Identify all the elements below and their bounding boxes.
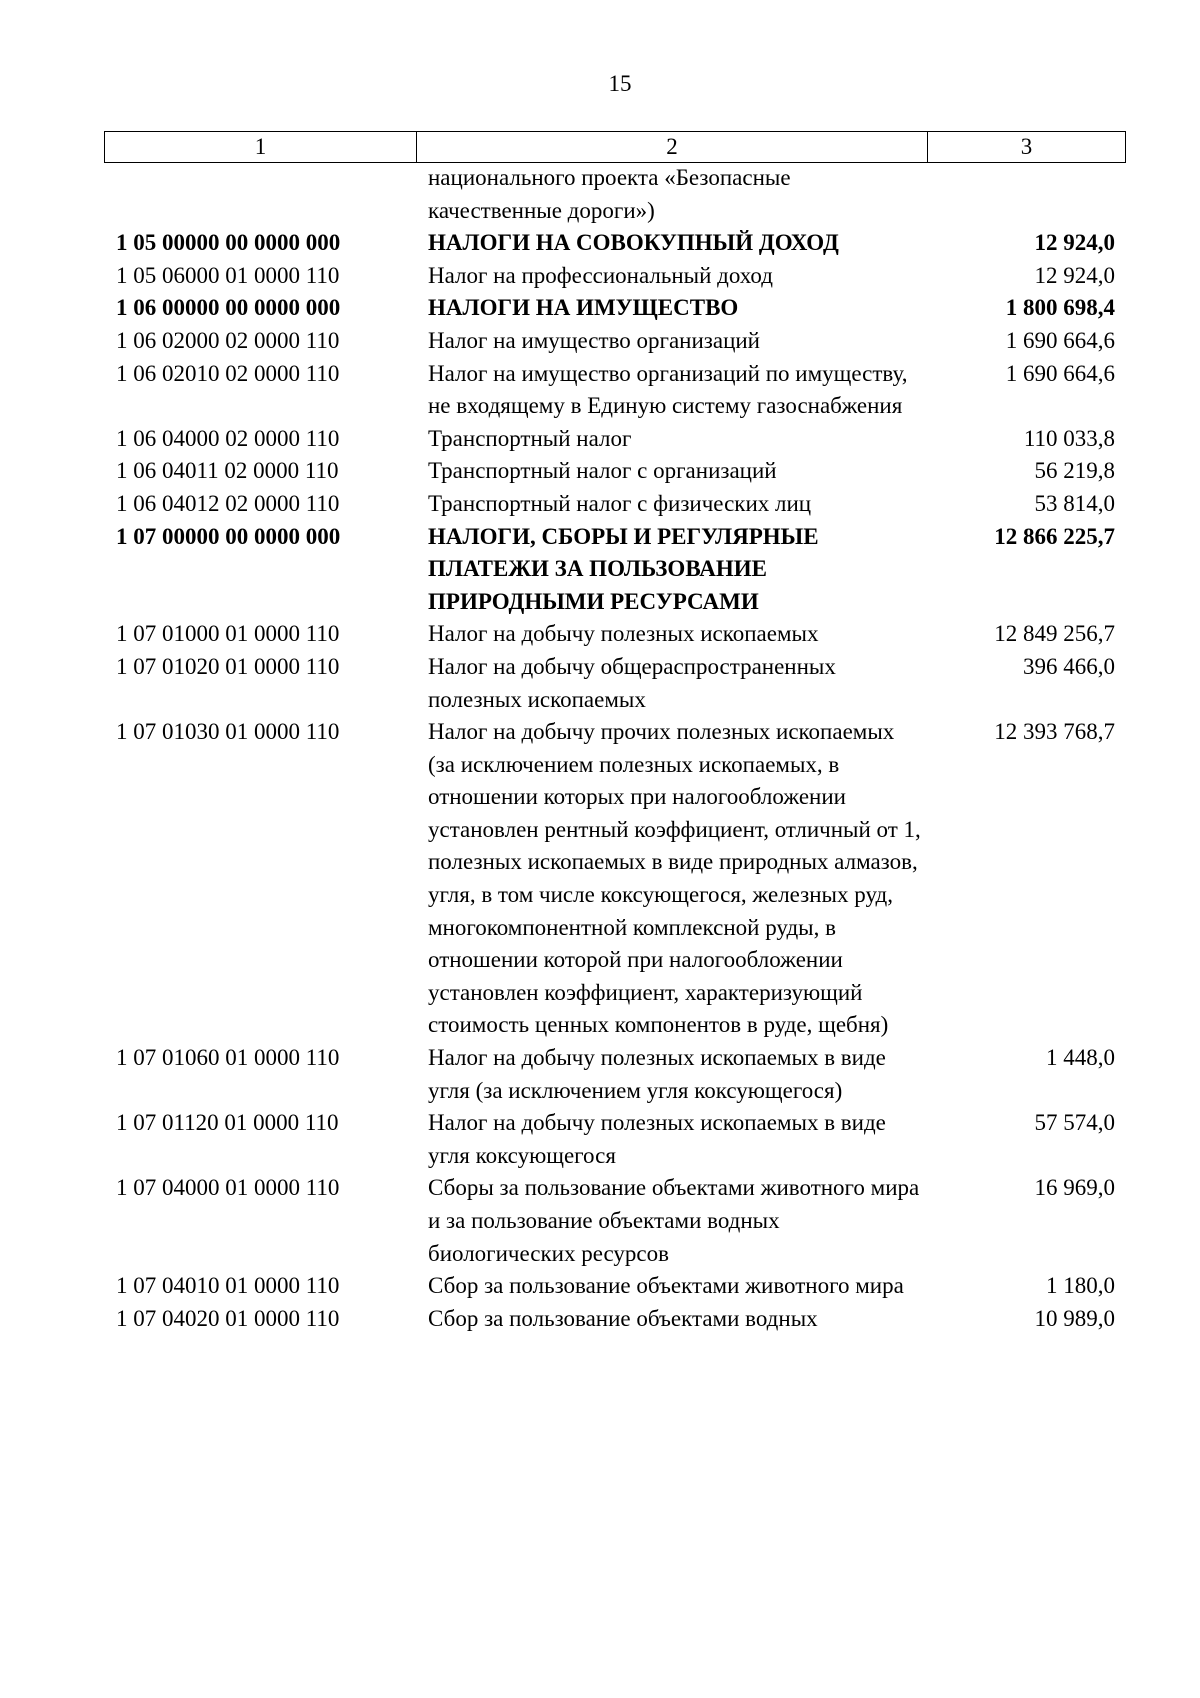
- amount-cell: 1 448,0: [1046, 1045, 1115, 1071]
- revenue-name-cell: НАЛОГИ НА ИМУЩЕСТВО: [428, 295, 739, 321]
- amount-cell: 1 690 664,6: [1005, 327, 1115, 353]
- budget-code-cell: 1 07 01030 01 0000 110: [116, 719, 340, 745]
- column-header-1: 1: [105, 132, 417, 163]
- revenue-table: [104, 162, 1125, 1335]
- table-row: [104, 162, 1125, 227]
- amount-cell: 396 466,0: [1023, 653, 1115, 679]
- page-number: 15: [608, 71, 632, 96]
- table-row: [104, 423, 1125, 456]
- budget-code-cell: 1 05 00000 00 0000 000: [116, 230, 341, 256]
- revenue-name-cell: Налог на добычу полезных ископаемых: [428, 621, 819, 647]
- table-row: [104, 260, 1125, 293]
- table-row: [104, 488, 1125, 521]
- budget-code-cell: 1 07 00000 00 0000 000: [116, 523, 341, 549]
- table-row: [104, 227, 1125, 260]
- column-header-3: 3: [928, 132, 1126, 163]
- table-row: [104, 1107, 1125, 1172]
- budget-code-cell: 1 06 04000 02 0000 110: [116, 425, 340, 451]
- budget-code-cell: 1 07 01120 01 0000 110: [116, 1110, 339, 1136]
- amount-cell: 57 574,0: [1034, 1110, 1115, 1136]
- table-row: [104, 1303, 1125, 1336]
- budget-code-cell: 1 07 04020 01 0000 110: [116, 1305, 340, 1331]
- revenue-name-cell: Налог на добычу общераспространенных полезных ископаемых: [428, 653, 836, 712]
- revenue-name-cell: Налог на профессиональный доход: [428, 262, 773, 288]
- amount-cell: 110 033,8: [1023, 425, 1115, 451]
- column-header-row: [105, 132, 1126, 163]
- budget-code-cell: 1 06 00000 00 0000 000: [116, 295, 341, 321]
- table-row: [104, 325, 1125, 358]
- table-row: [104, 618, 1125, 651]
- budget-code-cell: 1 06 02000 02 0000 110: [116, 327, 340, 353]
- amount-cell: 12 393 768,7: [994, 719, 1115, 745]
- table-row: [104, 1042, 1125, 1107]
- revenue-name-cell: национального проекта «Безопасные качественные дороги»): [428, 165, 791, 223]
- budget-code-cell: 1 05 06000 01 0000 110: [116, 262, 340, 288]
- column-header-table: [104, 131, 1126, 163]
- revenue-name-cell: Транспортный налог с организаций: [428, 458, 777, 484]
- amount-cell: 10 989,0: [1034, 1305, 1115, 1331]
- table-row: [104, 521, 1125, 619]
- amount-cell: 12 924,0: [1034, 230, 1115, 256]
- revenue-name-cell: НАЛОГИ, СБОРЫ И РЕГУЛЯРНЫЕ ПЛАТЕЖИ ЗА ПОЛЬЗОВАНИЕ ПРИРОДНЫМИ РЕСУРСАМИ: [428, 523, 819, 614]
- amount-cell: 12 849 256,7: [994, 621, 1115, 647]
- table-row: [104, 455, 1125, 488]
- budget-code-cell: 1 06 04011 02 0000 110: [116, 458, 339, 484]
- amount-cell: 16 969,0: [1034, 1175, 1115, 1201]
- revenue-name-cell: Транспортный налог: [428, 425, 632, 451]
- budget-code-cell: 1 07 04000 01 0000 110: [116, 1175, 340, 1201]
- revenue-name-cell: Налог на добычу полезных ископаемых в виде угля коксующегося: [428, 1110, 886, 1168]
- table-row: [104, 358, 1125, 423]
- budget-code-cell: 1 06 04012 02 0000 110: [116, 490, 340, 516]
- amount-cell: 56 219,8: [1034, 458, 1115, 484]
- amount-cell: 1 690 664,6: [1005, 360, 1115, 386]
- revenue-name-cell: Налог на добычу прочих полезных ископаемых (за исключением полезных ископаемых, в отношении которых при налогообложении установлен рентный коэффициент, отличный от 1, полезных ископаемых в виде природных алмазов, угля, в том числе коксующегося, железных руд, многокомпонентной комплексной руды, в отношении которой при налогообложении установлен коэффициент, характеризующий стоимость ценных компонентов в руде, щебня): [428, 719, 921, 1038]
- budget-code-cell: [104, 162, 416, 227]
- budget-code-cell: 1 07 01000 01 0000 110: [116, 621, 340, 647]
- budget-code-cell: 1 07 04010 01 0000 110: [116, 1273, 340, 1299]
- revenue-name-cell: Транспортный налог с физических лиц: [428, 490, 812, 516]
- revenue-name-cell: Налог на имущество организаций: [428, 327, 760, 353]
- revenue-name-cell: Налог на имущество организаций по имуществу, не входящему в Единую систему газоснабжения: [428, 360, 908, 419]
- amount-cell: 53 814,0: [1034, 490, 1115, 516]
- budget-code-cell: 1 07 01060 01 0000 110: [116, 1045, 340, 1071]
- revenue-name-cell: Сборы за пользование объектами животного мира и за пользование объектами водных биологических ресурсов: [428, 1175, 920, 1266]
- amount-cell: [927, 162, 1125, 227]
- budget-code-cell: 1 07 01020 01 0000 110: [116, 653, 340, 679]
- table-row: [104, 1270, 1125, 1303]
- column-header-2: 2: [417, 132, 928, 163]
- table-row: [104, 651, 1125, 716]
- table-row: [104, 1172, 1125, 1270]
- amount-cell: 1 800 698,4: [1005, 295, 1115, 321]
- revenue-name-cell: Сбор за пользование объектами животного мира: [428, 1273, 904, 1299]
- table-row: [104, 716, 1125, 1042]
- amount-cell: 12 866 225,7: [994, 523, 1115, 549]
- revenue-table-body: [104, 162, 1125, 1335]
- amount-cell: 1 180,0: [1046, 1273, 1115, 1299]
- amount-cell: 12 924,0: [1034, 262, 1115, 288]
- revenue-name-cell: Налог на добычу полезных ископаемых в виде угля (за исключением угля коксующегося): [428, 1045, 886, 1103]
- revenue-name-cell: Сбор за пользование объектами водных: [428, 1305, 818, 1331]
- budget-code-cell: 1 06 02010 02 0000 110: [116, 360, 340, 386]
- table-row: [104, 292, 1125, 325]
- revenue-name-cell: НАЛОГИ НА СОВОКУПНЫЙ ДОХОД: [428, 230, 839, 256]
